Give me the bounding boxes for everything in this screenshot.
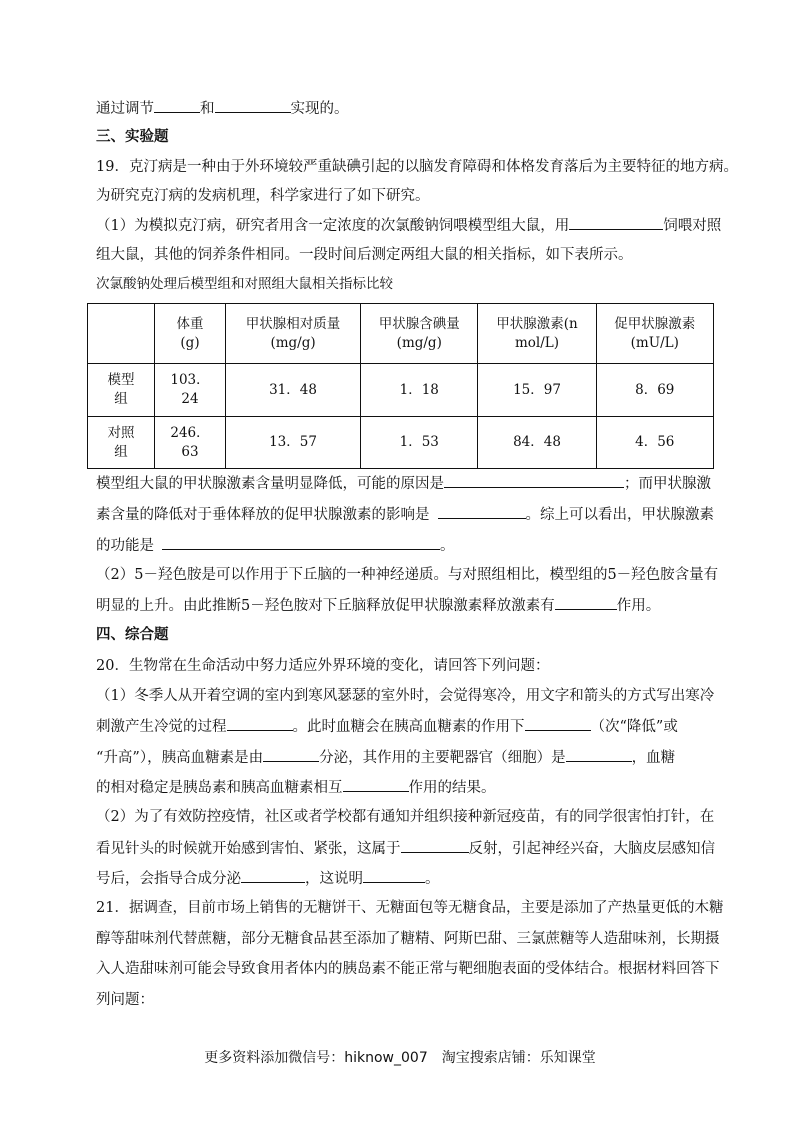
answer-blank[interactable] [566,747,632,762]
text: 模型组大鼠的甲状腺激素含量明显降低，可能的原因是 [96,476,444,492]
answer-blank[interactable] [215,98,291,113]
text: 。综上可以看出，甲状腺激素 [525,507,714,523]
answer-blank[interactable] [438,504,526,519]
q20-line-1: 20．生物常在生命活动中努力适应外界环境的变化，请回答下列问题： [96,658,550,674]
table-header-row [88,304,714,364]
text: 实现的。 [290,101,349,117]
q20-line-6: （2）为了有效防控疫情，社区或者学校都有通知并组织接种新冠疫苗，有的同学很害怕打针，在 [96,809,715,825]
table-cell: 13．57 [226,417,361,469]
text: （1）为模拟克汀病，研究者用含一定浓度的次氯酸钠饲喂模型组大鼠，用 [96,218,570,234]
answer-blank[interactable] [569,215,663,230]
text: （次“降低”或 [590,719,678,735]
table-cell: 15．97 [478,364,596,417]
table-header-cell: 体重 (g) [155,304,226,364]
answer-blank[interactable] [363,868,425,883]
table-row-control [88,417,714,469]
text: ，血糖 [631,750,676,766]
table-cell: 8．69 [596,364,713,417]
page-footer: 更多资料添加微信号：hiknow_007 淘宝搜索店铺：乐知课堂 [204,1050,596,1066]
q19-answer-line-1 [96,473,711,494]
answer-blank[interactable] [343,777,409,792]
q19-answer-line-2 [96,504,714,525]
q20-line-4 [96,747,675,768]
text: 和 [200,101,215,117]
section-heading-experiment: 三、实验题 [96,128,169,145]
table-cell: 模型 组 [88,364,155,417]
q19-line-2: 为研究克汀病的发病机理，科学家进行了如下研究。 [96,188,430,204]
section-heading-comprehensive: 四、综合题 [96,626,169,643]
table-row-model [88,364,714,417]
table-cell: 31．48 [226,364,361,417]
text: 的相对稳定是胰岛素和胰高血糖素相互 [96,780,343,796]
text: 反射，引起神经兴奋，大脑皮层感知信 [468,841,715,857]
table-cell: 4．56 [596,417,713,469]
answer-blank[interactable] [227,716,293,731]
table-header-cell [88,304,155,364]
q19-line-4: 组大鼠，其他的饲养条件相同。一段时间后测定两组大鼠的相关指标，如下表所示。 [96,247,633,263]
text: 饲喂对照 [663,218,722,234]
line-regulation [96,98,349,119]
text: 素含量的降低对于垂体释放的促甲状腺激素的影响是 [96,507,430,523]
answer-blank[interactable] [444,473,624,488]
table-cell: 1．53 [361,417,478,469]
text: “升高”），胰高血糖素是由 [96,750,264,766]
q21-line-3: 入人造甜味剂可能会导致食用者体内的胰岛素不能正常与靶细胞表面的受体结合。根据材料回答下 [96,961,720,977]
answer-blank[interactable] [401,838,469,853]
text: 分泌，其作用的主要靶器官（细胞）是 [319,750,566,766]
text: 刺激产生冷觉的过程 [96,719,227,735]
q21-line-4: 列问题： [96,992,154,1008]
answer-blank[interactable] [263,747,319,762]
text: ；而甲状腺激 [624,476,711,492]
table-cell: 对照 组 [88,417,155,469]
q20-line-8 [96,868,440,889]
q19-part2-line-2 [96,595,660,616]
text: 。 [440,538,455,554]
q19-answer-line-3 [96,535,455,556]
q20-line-3 [96,716,678,737]
table-caption: 次氯酸钠处理后模型组和对照组大鼠相关指标比较 [96,276,393,292]
text: 明显的上升。由此推断5－羟色胺对下丘脑释放促甲状腺激素释放激素有 [96,598,555,614]
text: 。 [425,871,440,887]
table-cell: 84．48 [478,417,596,469]
table-header-cell: 甲状腺激素(n mol/L) [478,304,596,364]
text: ，这说明 [305,871,363,887]
q20-line-7 [96,838,715,859]
q19-line-3 [96,215,721,236]
table-cell: 103． 24 [155,364,226,417]
table-header-cell: 甲状腺相对质量 (mg/g) [226,304,361,364]
answer-blank[interactable] [525,716,591,731]
table-cell: 1．18 [361,364,478,417]
answer-blank[interactable] [162,535,440,550]
q21-line-2: 醇等甜味剂代替蔗糖，部分无糖食品甚至添加了糖精、阿斯巴甜、三氯蔗糖等人造甜味剂，长期摄 [96,931,720,947]
table-header-cell: 促甲状腺激素 (mU/L) [596,304,713,364]
text: 号后，会指导合成分泌 [96,871,241,887]
text: 作用的结果。 [408,780,496,796]
answer-blank[interactable] [555,595,617,610]
q19-line-1: 19．克汀病是一种由于外环境较严重缺碘引起的以脑发育障碍和体格发育落后为主要特征的地方病。 [96,159,738,175]
q21-line-1: 21．据调查，目前市场上销售的无糖饼干、无糖面包等无糖食品，主要是添加了产热量更低的木糖 [96,900,724,916]
q20-line-5 [96,777,496,798]
text: 看见针头的时候就开始感到害怕、紧张，这属于 [96,841,401,857]
data-table [87,303,714,469]
answer-blank[interactable] [241,868,305,883]
text: 作用。 [616,598,661,614]
table-header-cell: 甲状腺含碘量 (mg/g) [361,304,478,364]
text: 通过调节 [96,101,154,117]
q19-part2-line-1: （2）5－羟色胺是可以作用于下丘脑的一种神经递质。与对照组相比，模型组的5－羟色胺含量有 [96,567,719,583]
answer-blank[interactable] [154,98,200,113]
table-cell: 246． 63 [155,417,226,469]
text: 的功能是 [96,538,154,554]
q20-line-2: （1）冬季人从开着空调的室内到寒风瑟瑟的室外时，会觉得寒冷，用文字和箭头的方式写出寒冷 [96,688,715,704]
text: 。此时血糖会在胰高血糖素的作用下 [292,719,525,735]
